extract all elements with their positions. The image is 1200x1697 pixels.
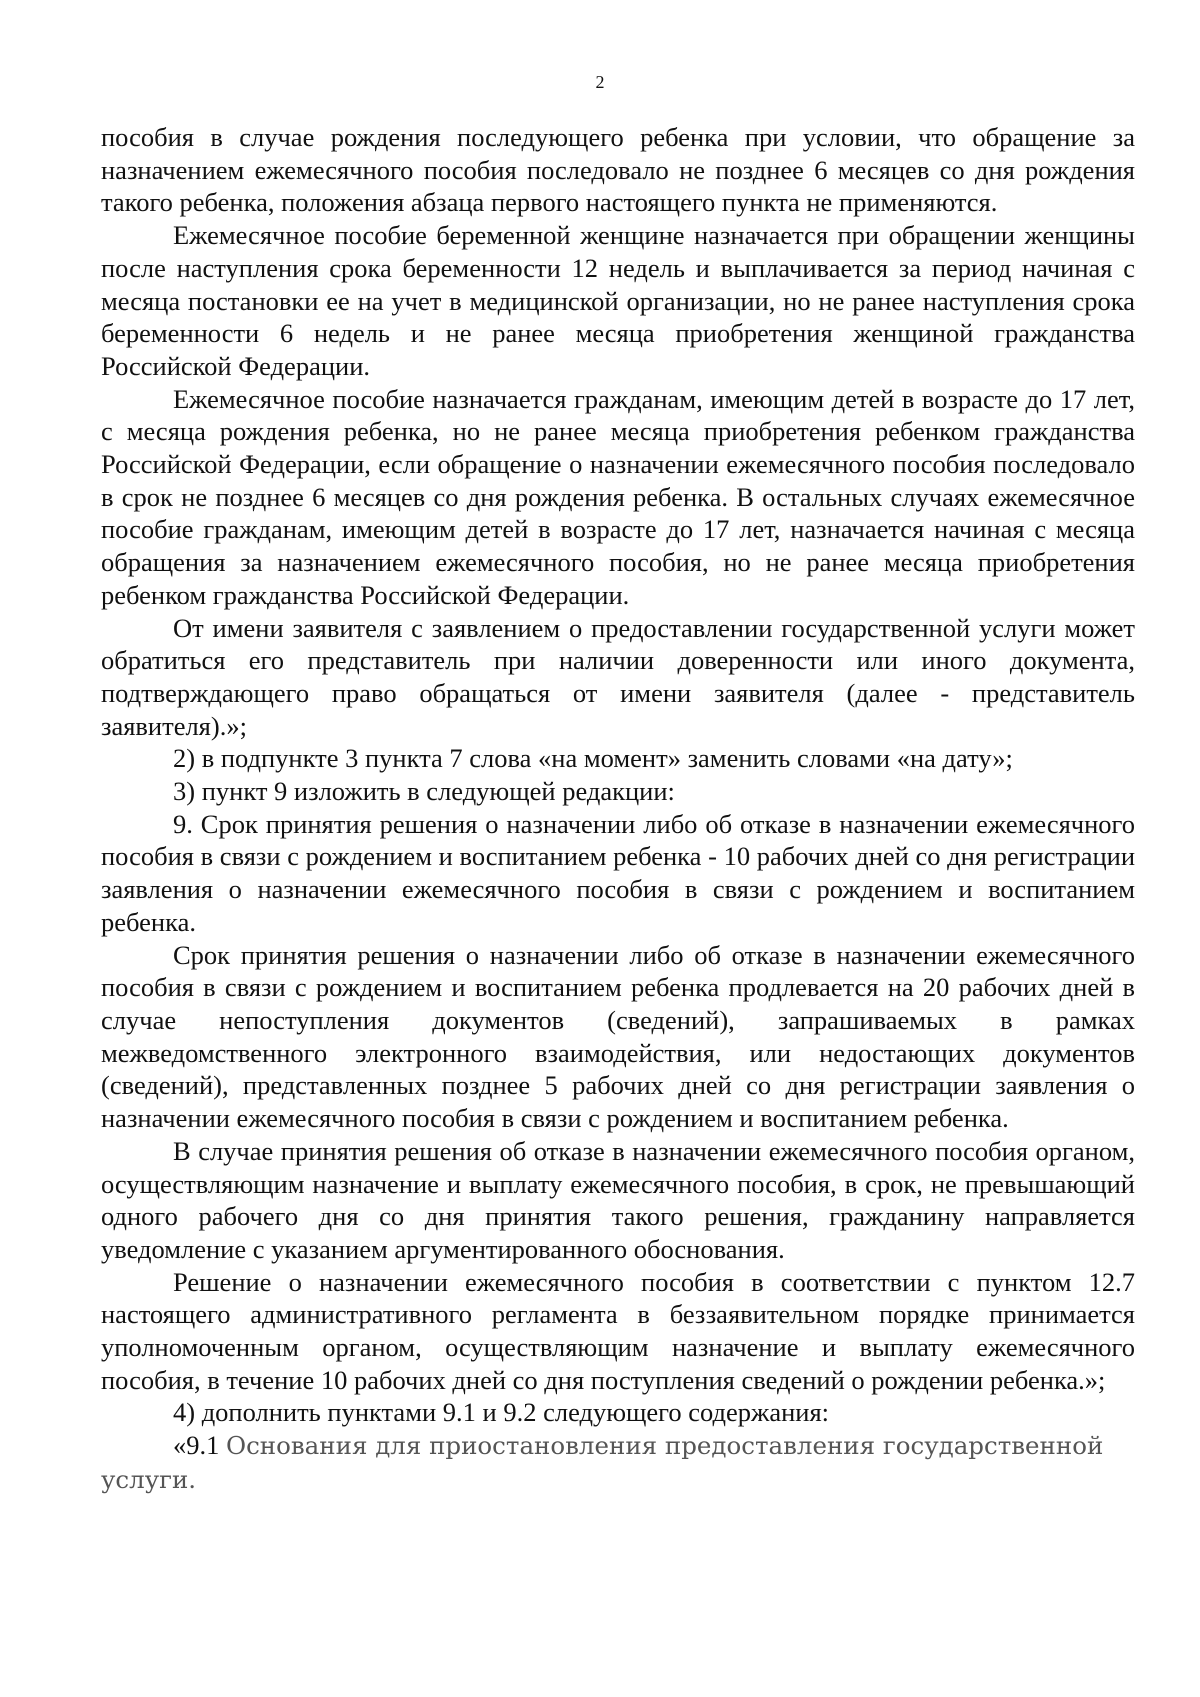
- paragraph-3: Ежемесячное пособие назначается гражданам, имеющим детей в возрасте до 17 лет, с месяца рождения ребенка, но не ранее месяца приобретения ребенком гражданства Российской Федерации, если обращение о назначении ежемесячного пособия последовало в срок не позднее 6 месяцев со дня рождения ребенка. В остальных случаях ежемесячное пособие гражданам, имеющим детей в возрасте до 17 лет, назначается начиная с месяца обращения за назначением ежемесячного пособия, но не ранее месяца приобретения ребенком гражданства Российской Федерации.: [101, 383, 1135, 610]
- paragraph-5: 2) в подпункте 3 пункта 7 слова «на момент» заменить словами «на дату»;: [173, 743, 1013, 774]
- paragraph-11: 4) дополнить пунктами 9.1 и 9.2 следующего содержания:: [173, 1397, 829, 1428]
- paragraph-4: От имени заявителя с заявлением о предоставлении государственной услуги может обратиться его представитель при наличии доверенности или иного документа, подтверждающего право обращаться от имени заявителя (далее - представитель заявителя).»;: [101, 612, 1135, 741]
- paragraph-12-text: Основания для приостановления предоставления государственной услуги.: [101, 1431, 1104, 1494]
- paragraph-2: Ежемесячное пособие беременной женщине назначается при обращении женщины после наступления срока беременности 12 недель и выплачивается за период начиная с месяца постановки ее на учет в медицинской организации, но не ранее наступления срока беременности 6 недель и не ранее месяца приобретения женщиной гражданства Российской Федерации.: [101, 220, 1135, 381]
- paragraph-12-prefix: «9.1: [173, 1430, 226, 1461]
- paragraph-6: 3) пункт 9 изложить в следующей редакции:: [173, 776, 675, 807]
- paragraph-9: В случае принятия решения об отказе в назначении ежемесячного пособия органом, осуществляющим назначение и выплату ежемесячного пособия, в срок, не превышающий одного рабочего дня со дня принятия такого решения, гражданину направляется уведомление с указанием аргументированного обоснования.: [101, 1135, 1135, 1264]
- paragraph-12: [101, 1429, 1135, 1496]
- paragraph-10: Решение о назначении ежемесячного пособия в соответствии с пунктом 12.7 настоящего административного регламента в беззаявительном порядке принимается уполномоченным органом, осуществляющим назначение и выплату ежемесячного пособия, в течение 10 рабочих дней со дня поступления сведений о рождении ребенка.»;: [101, 1266, 1135, 1395]
- page-number: 2: [595, 72, 605, 92]
- paragraph-8: Срок принятия решения о назначении либо об отказе в назначении ежемесячного пособия в связи с рождением и воспитанием ребенка продлевается на 20 рабочих дней в случае непоступления документов (сведений), запрашиваемых в рамках межведомственного электронного взаимодействия, или недостающих документов (сведений), представленных позднее 5 рабочих дней со дня регистрации заявления о назначении ежемесячного пособия в связи с рождением и воспитанием ребенка.: [101, 939, 1135, 1134]
- paragraph-1: пособия в случае рождения последующего ребенка при условии, что обращение за назначением ежемесячного пособия последовало не позднее 6 месяцев со дня рождения такого ребенка, положения абзаца первого настоящего пункта не применяются.: [101, 122, 1135, 218]
- document-body: [101, 121, 1135, 1497]
- paragraph-7: 9. Срок принятия решения о назначении либо об отказе в назначении ежемесячного пособия в связи с рождением и воспитанием ребенка - 10 рабочих дней со дня регистрации заявления о назначении ежемесячного пособия в связи с рождением и воспитанием ребенка.: [101, 808, 1135, 937]
